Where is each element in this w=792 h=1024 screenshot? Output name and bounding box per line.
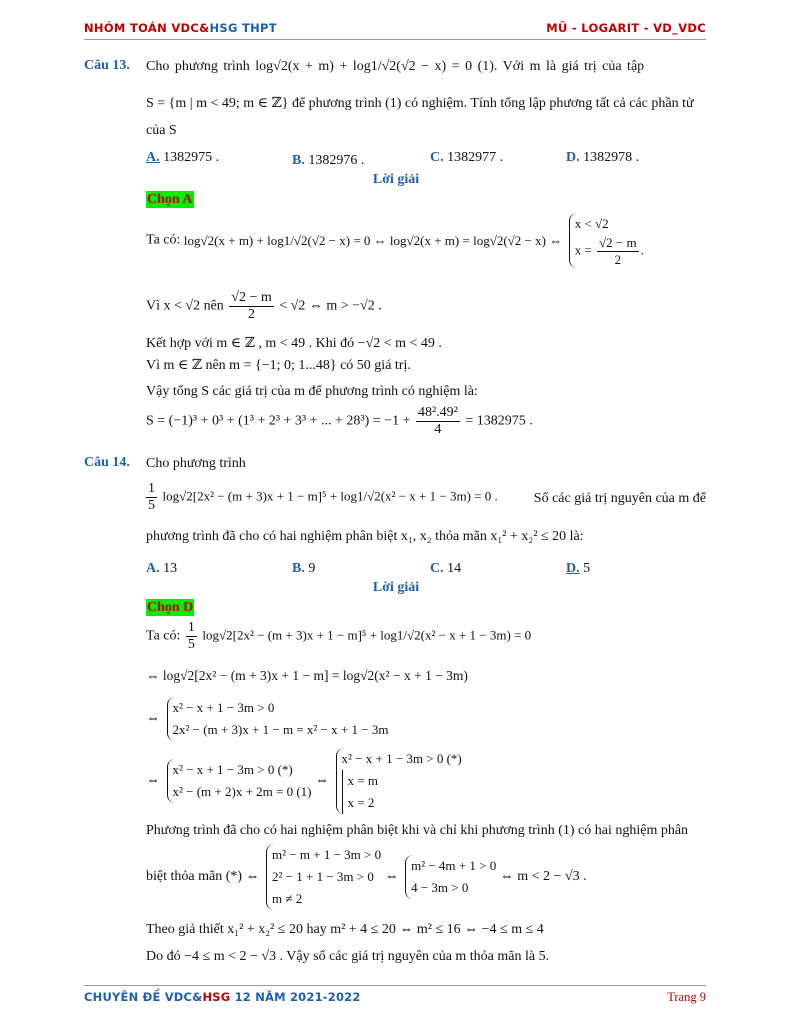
q14-step-1: Ta có: $\frac{1}{5}$ log√2[2x² − (m + 3)x + 1 − m]⁵ + log1/√2(x² − x + 1 − 3m) = 0 [146,620,532,652]
q13-step-2: Vì x < √2 nên $\frac{√2 - m}{2}$ < √2 ⇔ m > −√2 . [146,290,382,322]
header-topic: MŨ - LOGARIT - VD_VDC [546,21,706,35]
q13-solution-title: Lời giải [372,172,420,187]
q14-step-2: ⇔ log√2[2x² − (m + 3)x + 1 − m] = log√2(x² − x + 1 − 3m) [146,668,468,683]
q14-solution-title: Lời giải [372,580,420,595]
q13-step-6: S = (−1)³ + 0³ + (1³ + 2³ + 3³ + ... + 28³) = −1 + $\frac{\text{48².49²}}{4}$ = 1382975 . [146,405,533,437]
footer-series-title: CHUYÊN ĐỀ VDC&HSG 12 NĂM 2021-2022 [84,990,361,1004]
q13-option-a: A. 1382975 . [146,150,220,165]
q13-option-b: B. 1382976 . [292,153,365,168]
q13-line-2: S = {m | m < 49; m ∈ ℤ} để phương trình (1) có nghiệm. Tính tổng lập phương tất cả các phần tử [146,96,694,111]
header-group-name: NHÓM TOÁN VDC&HSG THPT [84,21,277,35]
q13-choice-badge: Chọn A [147,192,193,207]
q14-step-8: Do đó −4 ≤ m < 2 − √3 . Vậy số các giá trị nguyên của m thỏa mãn là 5. [146,949,550,964]
q13-option-d: D. 1382978 . [566,150,640,165]
q13-step-5: Vậy tổng S các giá trị của m để phương trình có nghiệm là: [146,384,478,399]
q14-line-2: $\frac{1}{5}$ log√2[2x² − (m + 3)x + 1 − m]⁵ + log1/√2(x² − x + 1 − 3m) = 0 . Số các giá trị nguyên của m để [148,481,706,513]
q14-line-3: phương trình đã cho có hai nghiệm phân biệt x₁, x₂ thỏa mãn x₁² + x₂² ≤ 20 là: [146,529,584,544]
q14-option-d: D. 5 [566,561,591,576]
q13-step-3: Kết hợp với m ∈ ℤ , m < 49 . Khi đó −√2 < m < 49 . [146,336,442,351]
q14-option-b: B. 9 [292,561,316,576]
q14-option-a: A. 13 [146,561,178,576]
footer-divider [84,985,706,986]
q14-step-5: Phương trình đã cho có hai nghiệm phân biệt khi và chỉ khi phương trình (1) có hai nghiệm phân [146,823,689,838]
page-number: Trang 9 [667,990,706,1004]
q14-step-3: ⇔ x² − x + 1 − 3m > 0 2x² − (m + 3)x + 1 − m = x² − x + 1 − 3m [146,697,388,741]
q13-line-1: Cho phương trình log√2(x + m) + log1/√2(√2 − x) = 0 (1). Với m là giá trị của tập [146,59,645,74]
q14-line-1: Cho phương trình [146,456,246,471]
header-divider [84,39,706,40]
q14-choice-badge: Chọn D [147,600,194,615]
question-14-label: Câu 14. [84,455,130,470]
page-header [84,18,706,38]
q14-step-4: ⇔ x² − x + 1 − 3m > 0 (*) x² − (m + 2)x + 2m = 0 (1) ⇔ x² − x + 1 − 3m > 0 (*) x = m x = 2 [146,748,462,814]
q14-step-7: Theo giả thiết x₁² + x₂² ≤ 20 hay m² + 4 ≤ 20 ⇔ m² ≤ 16 ⇔ −4 ≤ m ≤ 4 [146,922,544,937]
q13-step-4: Vì m ∈ ℤ nên m = {−1; 0; 1...48} có 50 giá trị. [146,358,411,373]
q13-line-3: của S [146,123,177,138]
question-13-label: Câu 13. [84,58,130,73]
q13-option-c: C. 1382977 . [430,150,504,165]
q14-option-c: C. 14 [430,561,462,576]
q13-step-1: Ta có: log√2(x + m) + log1/√2(√2 − x) = 0 ⇔ log√2(x + m) = log√2(√2 − x) ⇔ x < √2 x = $\frac{√2 - m}{2}$ . [146,213,644,268]
q14-step-6: biệt thỏa mãn (*) ⇔ m² − m + 1 − 3m > 0 2² − 1 + 1 − 3m > 0 m ≠ 2 ⇔ m² − 4m + 1 > 0 4 − 3m > 0 ⇔ m < 2 − √3 . [146,844,587,910]
